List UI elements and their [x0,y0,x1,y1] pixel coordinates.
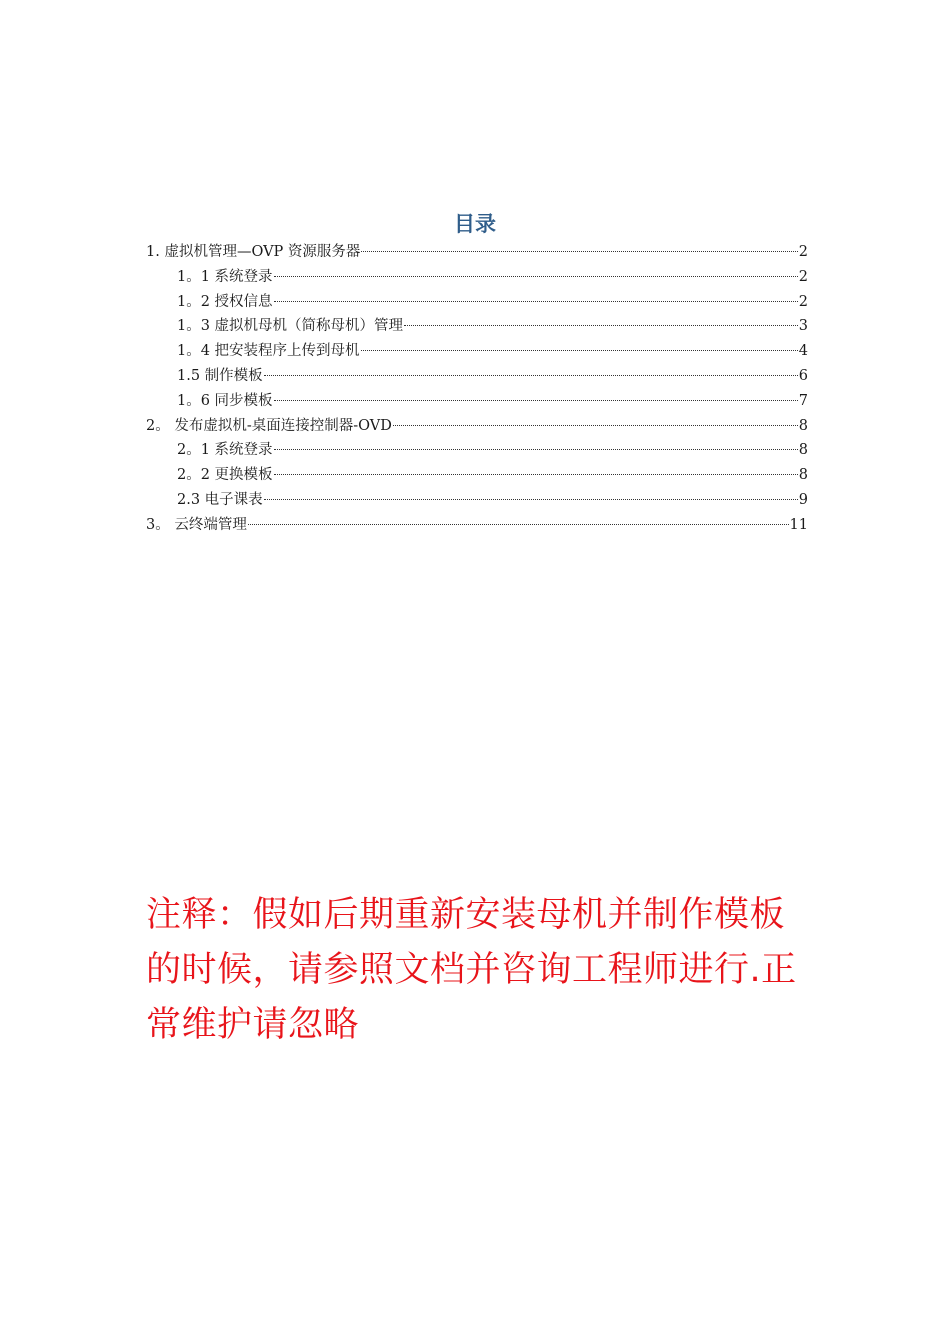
toc-leader-dots [361,350,798,351]
toc-entry-label: 1. 虚拟机管理—OVP 资源服务器 [146,244,361,260]
toc-leader-dots [264,375,798,376]
toc-entry[interactable] [146,513,808,538]
toc-entry-page: 8 [798,442,808,459]
toc-entry-label: 1.5 制作模板 [177,367,263,384]
toc-entry[interactable] [146,414,808,439]
toc-leader-dots [274,400,798,401]
toc-entry[interactable] [146,364,808,389]
toc-leader-dots [361,251,797,252]
toc-entry-label: 1。1 系统登录 [177,268,273,285]
toc-entry-label: 1。6 同步模板 [177,392,273,409]
toc-entry-page: 11 [789,516,808,533]
toc-entry-page: 3 [798,318,808,335]
toc-leader-dots [248,524,789,525]
toc-entry[interactable] [146,265,808,290]
toc-entry-label: 1。2 授权信息 [177,293,273,310]
table-of-contents [146,240,808,538]
toc-entry-page: 4 [798,343,808,360]
toc-entry-page: 8 [798,467,808,484]
toc-entry-label: 1。3 虚拟机母机（简称母机）管理 [177,318,404,335]
toc-entry[interactable] [146,314,808,339]
toc-entry[interactable] [146,463,808,488]
maintenance-note: 注释：假如后期重新安装母机并制作模板的时候，请参照文档并咨询工程师进行.正常维护请忽略 [146,895,797,1045]
toc-leader-dots [393,425,798,426]
toc-entry-page: 9 [798,491,808,508]
toc-entry-label: 2。 发布虚拟机-桌面连接控制器-OVD [146,417,392,434]
toc-leader-dots [264,499,798,500]
toc-entry-label: 1。4 把安装程序上传到母机 [177,343,360,360]
toc-entry[interactable] [146,488,808,513]
toc-leader-dots [274,474,798,475]
toc-title: 目录 [454,212,496,236]
toc-entry-page: 2 [798,293,808,310]
toc-leader-dots [274,449,798,450]
toc-entry-page: 7 [798,392,808,409]
toc-entry-label: 3。 云终端管理 [146,516,247,533]
toc-entry-page: 6 [798,367,808,384]
toc-leader-dots [404,325,798,326]
toc-entry-page: 2 [798,244,808,260]
toc-entry-label: 2。1 系统登录 [177,442,273,459]
toc-entry-page: 2 [798,268,808,285]
toc-entry-page: 8 [798,417,808,434]
toc-entry-label: 2.3 电子课表 [177,491,263,508]
toc-entry[interactable] [146,438,808,463]
toc-entry[interactable] [146,240,808,265]
toc-entry[interactable] [146,339,808,364]
toc-leader-dots [274,276,798,277]
toc-entry[interactable] [146,290,808,315]
toc-leader-dots [274,301,798,302]
toc-entry-label: 2。2 更换模板 [177,467,273,484]
toc-entry[interactable] [146,389,808,414]
